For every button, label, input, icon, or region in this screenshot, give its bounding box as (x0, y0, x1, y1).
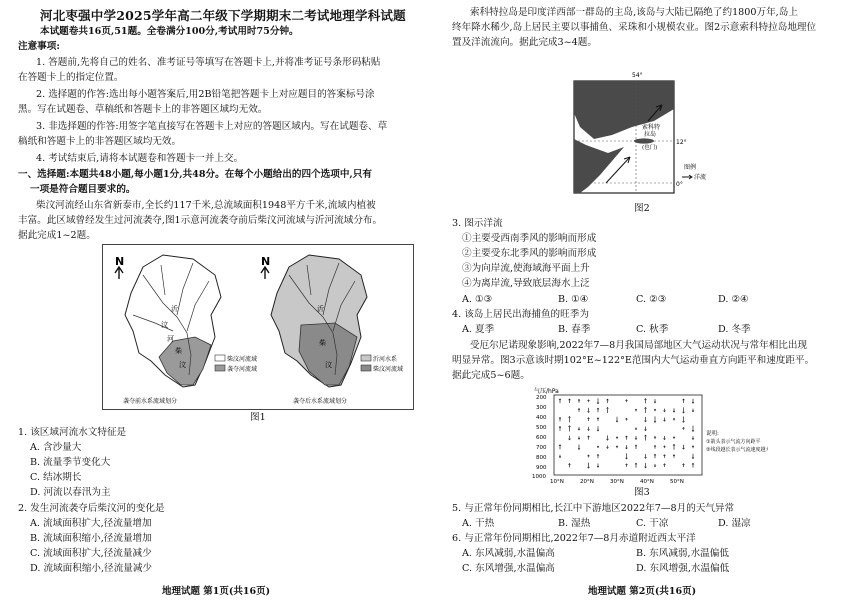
svg-text:(也门): (也门) (642, 145, 658, 151)
question-3-option[interactable]: A. ①③ (462, 294, 493, 305)
question-3-option[interactable]: B. ①④ (558, 294, 589, 305)
question-3-stem: 3. 图示洋流 (452, 218, 503, 229)
note-line: 稿纸和答题卡上的非答题区域均无效。 (18, 136, 182, 147)
note-line: 4. 考试结束后,请将本试题卷和答题卡一并上交。 (36, 153, 244, 164)
passage-line: 据此完成1~2题。 (18, 230, 96, 241)
svg-text:汶: 汶 (179, 361, 186, 369)
question-5-option[interactable]: A. 干热 (462, 518, 495, 529)
svg-text:柴: 柴 (319, 339, 326, 347)
question-6-option[interactable]: B. 东风减弱,水温偏低 (636, 548, 729, 559)
question-3-option[interactable]: C. ②③ (636, 294, 667, 305)
passage-line: 明显异常。图3示意该时期102°E~122°E范围内大气运动垂直方向距平和速度距平。 (452, 355, 815, 366)
question-1-option[interactable]: D. 河流以春汛为主 (30, 487, 111, 498)
question-4-option[interactable]: A. 夏季 (462, 324, 495, 335)
question-2-option[interactable]: A. 流域面积扩大,径流量增加 (30, 518, 152, 529)
passage-line: 受厄尔尼诺现象影响,2022年7—8月我国局部地区大气运动状况与常年相比出现 (470, 340, 808, 351)
x-ticks (550, 479, 684, 485)
passage-line: 索科特拉岛是印度洋西部一群岛的主岛,该岛与大陆已隔绝了约1800万年,岛上 (470, 7, 798, 18)
svg-text:沂: 沂 (171, 305, 178, 313)
question-6-option[interactable]: A. 东风减弱,水温偏高 (462, 548, 555, 559)
svg-text:汶: 汶 (325, 361, 332, 369)
svg-text:400: 400 (536, 415, 547, 421)
note-line: 3. 非选择题的作答:用签字笔直接写在答题卡上对应的答题区域内。写在试题卷、草 (36, 121, 388, 132)
passage-line: 柴汶河流经山东省新泰市,全长约117千米,总流域面积1948平方千米,流域内植被 (36, 200, 376, 211)
figure-3-note: ①箭头表示气流方向距平 (706, 439, 761, 445)
passage-line: 终年降水稀少,岛上居民主要以事捕鱼、采珠和小规模农业。图2示意索科特拉岛地理位 (452, 22, 817, 33)
svg-text:柴汶河流域: 柴汶河流域 (227, 356, 258, 363)
figure-3-note: ②线段越长表示气流速度越大 (706, 447, 768, 453)
latitude-label: 0° (676, 181, 683, 188)
svg-text:拉岛: 拉岛 (644, 131, 657, 138)
question-4-option[interactable]: B. 春季 (558, 324, 591, 335)
question-5-stem: 5. 与正常年份同期相比,长江中下游地区2022年7—8月的天气异常 (452, 503, 735, 514)
passage-line: 置及洋流流向。据此完成3~4题。 (452, 37, 597, 48)
svg-text:袭夺后水系流域划分: 袭夺后水系流域划分 (293, 398, 348, 405)
y-axis-title: 气压/hPa (534, 388, 559, 395)
question-3-item: ②主要受东北季风的影响而形成 (462, 248, 597, 259)
north-label: N (115, 255, 125, 268)
svg-text:20°N: 20°N (580, 479, 594, 485)
passage-line: 丰富。此区域曾经发生过河流袭夺,图1示意河流袭夺前后柴汶河流域与沂河流域分布。 (18, 215, 383, 226)
svg-text:800: 800 (536, 455, 547, 461)
svg-text:河: 河 (167, 335, 174, 343)
question-4-stem: 4. 该岛上居民出海捕鱼的旺季为 (452, 309, 589, 320)
question-6-stem: 6. 与正常年份同期相比,2022年7—8月赤道附近西太平洋 (452, 533, 696, 544)
question-5-option[interactable]: B. 湿热 (558, 518, 591, 529)
svg-text:10°N: 10°N (550, 479, 564, 485)
y-ticks (532, 395, 547, 480)
svg-text:袭夺河流域: 袭夺河流域 (227, 366, 258, 373)
question-3-option[interactable]: D. ②④ (718, 294, 749, 305)
question-4-option[interactable]: D. 冬季 (718, 324, 751, 335)
svg-text:700: 700 (536, 445, 547, 451)
question-1-option[interactable]: A. 含沙量大 (30, 442, 82, 453)
paper-title: 河北枣强中学2025学年高二年级下学期期末二考试地理学科试题 (40, 8, 406, 23)
section-heading-cont: 一项是符合题目要求的。 (30, 184, 136, 195)
svg-text:1000: 1000 (532, 474, 546, 480)
question-1-stem: 1. 该区域河流水文特征是 (18, 427, 127, 438)
question-3-item: ④为离岸流,导致底层海水上泛 (462, 278, 590, 289)
svg-text:200: 200 (536, 395, 547, 401)
page-footer: 地理试题 第2页(共16页) (588, 586, 697, 597)
svg-text:40°N: 40°N (640, 479, 654, 485)
map-before-capture (115, 255, 257, 387)
svg-text:汶: 汶 (161, 321, 168, 329)
question-1-option[interactable]: C. 结冰期长 (30, 472, 82, 483)
question-3-item: ③为向岸流,使海域海平面上升 (462, 263, 590, 274)
svg-text:袭夺前水系流域划分: 袭夺前水系流域划分 (123, 398, 178, 405)
svg-text:30°N: 30°N (610, 479, 624, 485)
figure-3 (528, 385, 768, 485)
question-3-item: ①主要受西南季风的影响而形成 (462, 233, 597, 244)
figure-2 (558, 65, 718, 203)
note-line: 2. 选择题的作答:选出每小题答案后,用2B铅笔把答题卡上对应题目的答案标号涂 (36, 89, 375, 100)
svg-text:图例: 图例 (684, 164, 697, 171)
question-5-option[interactable]: D. 湿凉 (718, 518, 751, 529)
notes-heading: 注意事项: (18, 41, 60, 52)
longitude-label: 54° (632, 72, 643, 79)
note-line: 1. 答题前,先将自己的姓名、准考证号等填写在答题卡上,并将准考证号条形码粘贴 (36, 57, 381, 68)
arrow-icon (682, 175, 692, 179)
question-4-option[interactable]: C. 秋季 (636, 324, 669, 335)
svg-text:沂: 沂 (317, 305, 324, 313)
figure-2-map (558, 65, 718, 203)
latitude-label: 12° (676, 139, 687, 146)
figure-3-caption: 图3 (634, 487, 650, 498)
figure-1 (102, 244, 414, 410)
svg-text:900: 900 (536, 465, 547, 471)
svg-text:50°N: 50°N (670, 479, 684, 485)
paper-info: 本试题卷共16页,51题。全卷满分100分,考试用时75分钟。 (40, 26, 299, 37)
svg-text:600: 600 (536, 435, 547, 441)
svg-text:洋流: 洋流 (694, 174, 707, 181)
question-2-option[interactable]: B. 流域面积缩小,径流量增加 (30, 533, 152, 544)
svg-text:柴: 柴 (175, 347, 182, 355)
figure-2-caption: 图2 (634, 203, 650, 214)
question-2-option[interactable]: C. 流域面积扩大,径流量减少 (30, 548, 152, 559)
question-2-stem: 2. 发生河流袭夺后柴汶河的变化是 (18, 503, 165, 514)
svg-text:柴汶河流域: 柴汶河流域 (373, 366, 404, 373)
question-5-option[interactable]: C. 干凉 (636, 518, 669, 529)
svg-text:索科特: 索科特 (642, 124, 661, 131)
note-line: 黑。写在试题卷、草稿纸和答题卡上的非答题区域均无效。 (18, 104, 268, 115)
figure-3-note-head: 说明: (706, 431, 719, 437)
figure-3-chart (528, 385, 768, 485)
map-after-capture (261, 255, 403, 387)
page-footer: 地理试题 第1页(共16页) (162, 586, 271, 597)
question-2-option[interactable]: D. 流域面积缩小,径流量减少 (30, 563, 153, 574)
question-1-option[interactable]: B. 流量季节变化大 (30, 457, 111, 468)
svg-text:500: 500 (536, 425, 547, 431)
question-6-option[interactable]: D. 东风增强,水温偏低 (636, 563, 730, 574)
note-line: 在答题卡上的指定位置。 (18, 72, 124, 83)
figure-1-caption: 图1 (250, 412, 266, 423)
svg-text:300: 300 (536, 405, 547, 411)
section-heading: 一、选择题:本题共48小题,每小题1分,共48分。在每个小题给出的四个选项中,只有 (18, 169, 372, 180)
question-6-option[interactable]: C. 东风增强,水温偏高 (462, 563, 555, 574)
north-arrow-icon (115, 267, 123, 279)
figure-1-map (103, 245, 413, 409)
passage-line: 据此完成5~6题。 (452, 370, 530, 381)
svg-text:沂河水系: 沂河水系 (373, 356, 398, 363)
svg-text:N: N (261, 255, 271, 268)
